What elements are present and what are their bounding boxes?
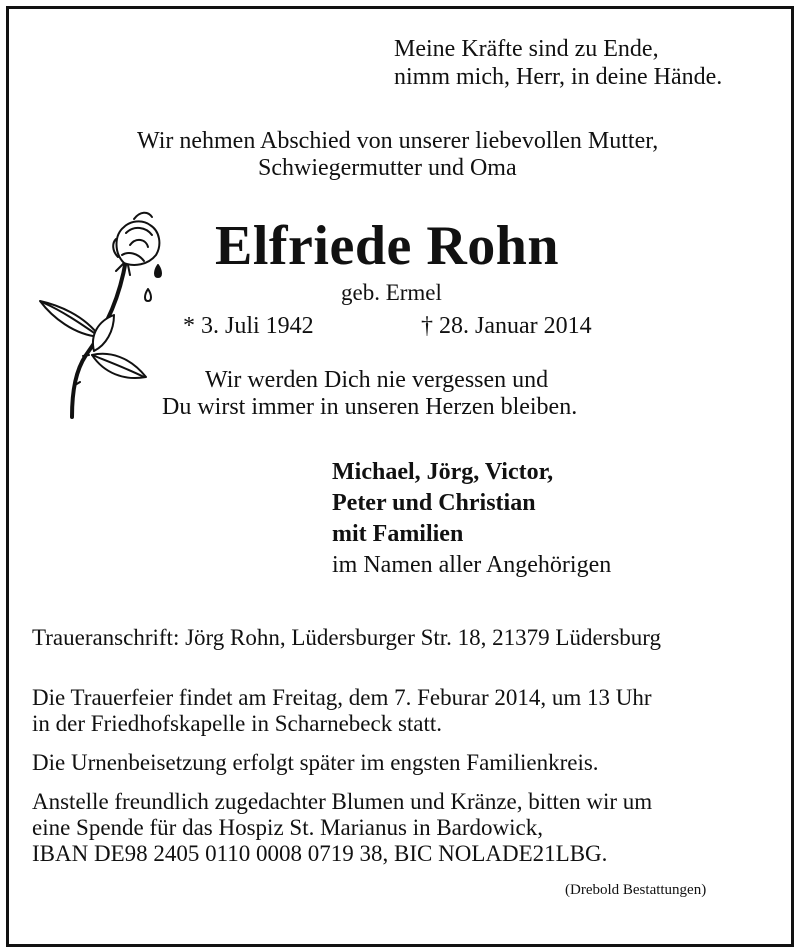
donation-line-3: IBAN DE98 2405 0110 0008 0719 38, BIC NOLADE21LBG.	[32, 841, 608, 866]
ceremony-line-1: Die Trauerfeier findet am Freitag, dem 7. Feburar 2014, um 13 Uhr	[32, 685, 652, 710]
memorial-line-1: Wir werden Dich nie vergessen und	[205, 367, 549, 393]
donation-line-2: eine Spende für das Hospiz St. Marianus in Bardowick,	[32, 815, 544, 840]
donation-line-1: Anstelle freundlich zugedachter Blumen und Kränze, bitten wir um	[32, 789, 653, 814]
verse-line-2: nimm mich, Herr, in deine Hände.	[394, 64, 723, 90]
mourners-line-2: Peter und Christian	[332, 490, 536, 516]
memorial-line-2: Du wirst immer in unseren Herzen bleiben.	[162, 394, 578, 420]
death-date: † 28. Januar 2014	[421, 313, 592, 339]
rose-with-teardrops-icon	[34, 205, 174, 430]
verse-line-1: Meine Kräfte sind zu Ende,	[394, 36, 659, 62]
intro-line-1: Wir nehmen Abschied von unserer liebevollen Mutter,	[137, 128, 659, 154]
birth-date: * 3. Juli 1942	[183, 313, 314, 339]
mourners-line-3: mit Familien	[332, 521, 464, 547]
undertaker-credit: (Drebold Bestattungen)	[565, 882, 707, 898]
ceremony-line-2: in der Friedhofskapelle in Scharnebeck statt.	[32, 711, 443, 736]
intro-line-2: Schwiegermutter und Oma	[258, 155, 517, 181]
mourners-line-1: Michael, Jörg, Victor,	[332, 459, 554, 485]
mourners-line-4: im Namen aller Angehörigen	[332, 552, 612, 578]
burial-notice: Die Urnenbeisetzung erfolgt später im engsten Familienkreis.	[32, 750, 599, 775]
maiden-name: geb. Ermel	[341, 280, 442, 305]
deceased-name: Elfriede Rohn	[215, 215, 560, 277]
mourning-address: Traueranschrift: Jörg Rohn, Lüdersburger Str. 18, 21379 Lüdersburg	[32, 625, 662, 650]
